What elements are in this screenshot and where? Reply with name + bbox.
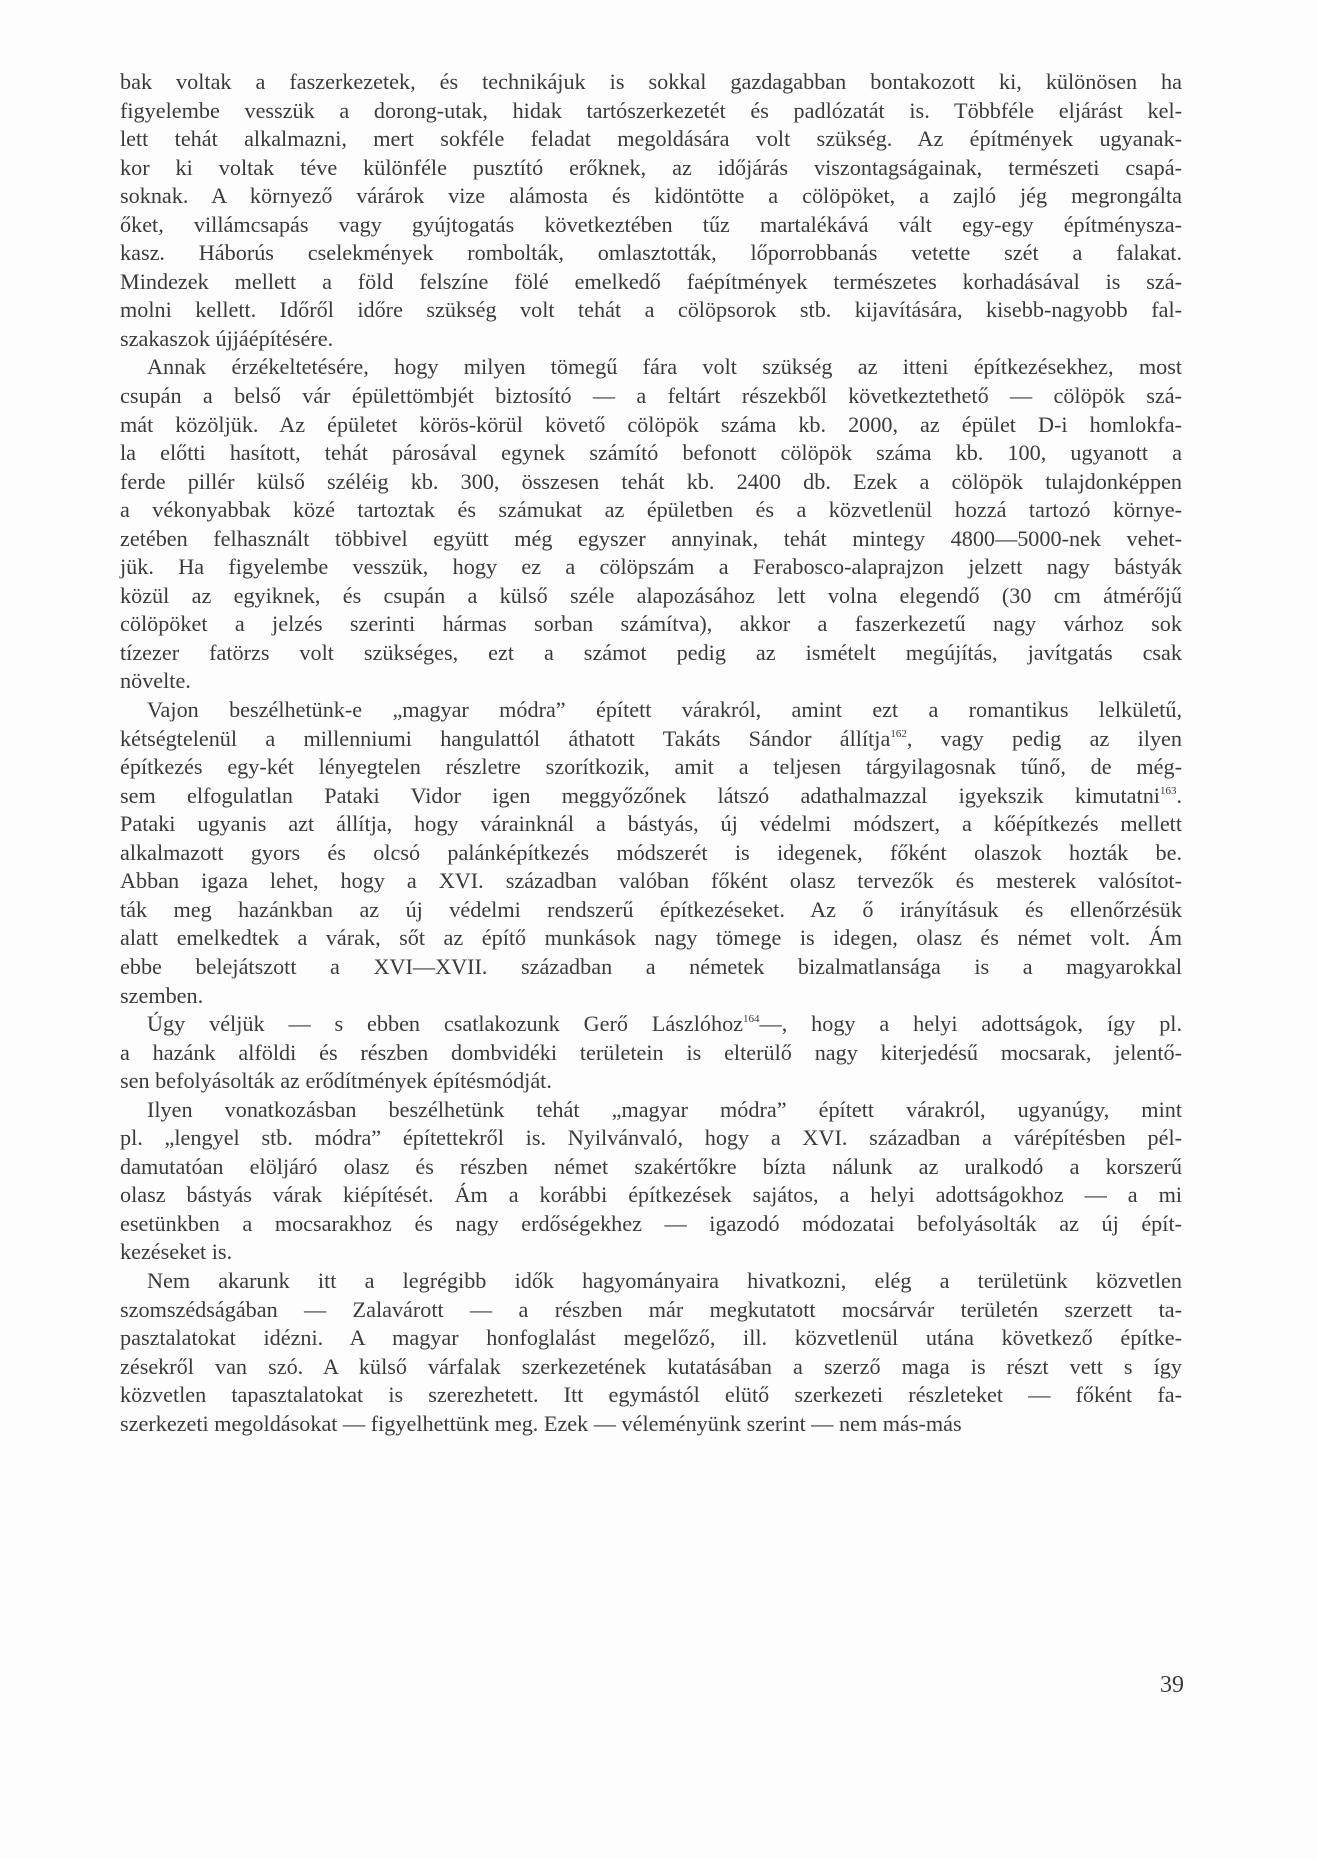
text-line: zetében felhasznált többivel együtt még egyszer annyinak, tehát mintegy 4800—5000-nek vehet-	[120, 525, 1182, 551]
text-line: a hazánk alföldi és részben dombvidéki területein is elterülő nagy kiterjedésű mocsarak, jelentő-	[120, 1039, 1182, 1065]
text-line: ták meg hazánkban az új védelmi rendszerű építkezéseket. Az ő irányításuk és ellenőrzésük	[120, 896, 1182, 922]
text-line: mát közöljük. Az épületet körös-körül követő cölöpök száma kb. 2000, az épület D-i homlokfa-	[120, 411, 1182, 437]
footnote-reference: 162	[890, 727, 907, 740]
text-line: Annak érzékeltetésére, hogy milyen tömegű fára volt szükség az itteni építkezésekhez, most	[147, 354, 1182, 380]
text-line: Ilyen vonatkozásban beszélhetünk tehát „magyar módra” épített várakról, ugyanúgy, mint	[147, 1096, 1182, 1122]
text-line: ferde pillér külső széléig kb. 300, összesen tehát kb. 2400 db. Ezek a cölöpök tulajdonképpen	[120, 468, 1182, 494]
text-line: pasztalatokat idézni. A magyar honfoglalást megelőző, ill. közvetlenül utána következő építke-	[120, 1325, 1182, 1351]
text-line: a vékonyabbak közé tartoztak és számukat az épületben és a közvetlenül hozzá tartozó környe-	[120, 497, 1182, 523]
text-line: alkalmazott gyors és olcsó palánképítkezés módszerét is idegenek, főként olaszok hozták be.	[120, 839, 1182, 865]
text-line: kor ki voltak téve különféle pusztító erőknek, az időjárás viszontagságainak, természeti csapá-	[120, 154, 1182, 180]
text-line: zésekről van szó. A külső várfalak szerkezetének kutatásában a szerző maga is részt vett s így	[120, 1353, 1182, 1379]
paragraph	[120, 696, 1182, 1010]
paragraph	[120, 1010, 1182, 1096]
text-line: építkezés egy-két lényegtelen részletre szorítkozik, amit a teljesen tárgyilagosnak tűnő, de még-	[120, 754, 1182, 780]
paragraph	[120, 68, 1182, 353]
text-line: soknak. A környező várárok vize alámosta és kidöntötte a cölöpöket, a zajló jég megrongálta	[120, 183, 1182, 209]
text-line: kétségtelenül a millenniumi hangulattól áthatott Takáts Sándor állítja$^{162}$, vagy pedig az ilyen	[120, 725, 1182, 751]
text-line: Abban igaza lehet, hogy a XVI. században valóban főként olasz tervezők és mesterek valósítot-	[120, 868, 1182, 894]
text-line: kezéseket is.	[120, 1239, 233, 1265]
text-line: szomszédságában — Zalavárott — a részben már megkutatott mocsárvár területén szerzett ta-	[120, 1296, 1182, 1322]
text-line: közvetlen tapasztalatokat is szerezhetett. Itt egymástól elütő szerkezeti részleteket — főként fa-	[120, 1382, 1182, 1408]
text-line: lett tehát alkalmazni, mert sokféle feladat megoldására volt szükség. Az építmények ugyanak-	[120, 126, 1182, 152]
text-line: szakaszok újjáépítésére.	[120, 325, 334, 351]
text-line: figyelembe vesszük a dorong-utak, hidak tartószerkezetét és padlózatát is. Többféle eljárást kel-	[120, 97, 1182, 123]
paragraph	[120, 1096, 1182, 1267]
text-line: szerkezeti megoldásokat — figyelhettünk meg. Ezek — véleményünk szerint — nem más-más	[120, 1410, 962, 1436]
text-line: pl. „lengyel stb. módra” építettekről is. Nyilvánvaló, hogy a XVI. században a várépítésben pél-	[120, 1125, 1182, 1151]
text-line: szemben.	[120, 982, 204, 1008]
text-line: molni kellett. Időről időre szükség volt tehát a cölöpsorok stb. kijavítására, kisebb-nagyobb fal-	[120, 297, 1182, 323]
text-line: kasz. Háborús cselekmények rombolták, omlasztották, lőporrobbanás vetette szét a falakat.	[120, 240, 1182, 266]
text-line: Vajon beszélhetünk-e „magyar módra” épített várakról, amint ezt a romantikus lelkületű,	[147, 697, 1182, 723]
text-line: damutatóan elöljáró olasz és részben német szakértőkre bízta nálunk az uralkodó a korszerű	[120, 1153, 1182, 1179]
text-line: la előtti hasított, tehát párosával egynek számító befonott cölöpök száma kb. 100, ugyanott a	[120, 440, 1182, 466]
text-line: Mindezek mellett a föld felszíne fölé emelkedő faépítmények természetes korhadásával is szá-	[120, 268, 1182, 294]
page-number: 39	[1160, 1672, 1184, 1698]
body-text	[120, 68, 1182, 1438]
text-line: csupán a belső vár épülettömbjét biztosító — a feltárt részekből következtethető — cölöpök szá-	[120, 383, 1182, 409]
paragraph	[120, 353, 1182, 696]
text-line: esetünkben a mocsarakhoz és nagy erdőségekhez — igazodó módozatai befolyásolták az új épít-	[120, 1210, 1182, 1236]
text-line: sem elfogulatlan Pataki Vidor igen meggyőzőnek látszó adathalmazzal igyekszik kimutatni$^{163}$.	[120, 782, 1182, 808]
text-line: őket, villámcsapás vagy gyújtogatás következtében tűz martalékává vált egy-egy építménysza-	[120, 211, 1182, 237]
text-line: bak voltak a faszerkezetek, és technikájuk is sokkal gazdagabban bontakozott ki, különösen ha	[120, 69, 1182, 94]
text-line: növelte.	[120, 668, 191, 694]
text-line: olasz bástyás várak kiépítését. Ám a korábbi építkezések sajátos, a helyi adottságokhoz — a mi	[120, 1182, 1182, 1208]
footnote-reference: 164	[743, 1013, 760, 1026]
text-line: Nem akarunk itt a legrégibb idők hagyományaira hivatkozni, elég a területünk közvetlen	[147, 1267, 1182, 1293]
paragraph	[120, 1267, 1182, 1438]
text-line: cölöpöket a jelzés szerinti hármas sorban számítva), akkor a faszerkezetű nagy várhoz sok	[120, 611, 1182, 637]
footnote-reference: 163	[1159, 784, 1177, 797]
text-line: tízezer fatörzs volt szükséges, ezt a számot pedig az ismételt megújítás, javítgatás csak	[120, 639, 1182, 665]
text-line: sen befolyásolták az erődítmények építésmódját.	[120, 1068, 552, 1094]
text-line: jük. Ha figyelembe vesszük, hogy ez a cölöpszám a Ferabosco-alaprajzon jelzett nagy bástyák	[120, 554, 1182, 580]
text-line: Pataki ugyanis azt állítja, hogy várainknál a bástyás, új védelmi módszert, a kőépítkezés mellett	[120, 811, 1182, 837]
text-line: közül az egyiknek, és csupán a külső széle alapozásához lett volna elegendő (30 cm átmérőjű	[120, 582, 1182, 608]
text-line: ebbe belejátszott a XVI—XVII. században a németek bizalmatlansága is a magyarokkal	[120, 953, 1182, 979]
text-line: Úgy véljük — s ebben csatlakozunk Gerő Lászlóhoz$^{164}$—, hogy a helyi adottságok, így pl.	[147, 1011, 1182, 1037]
text-line: alatt emelkedtek a várak, sőt az építő munkások nagy tömege is idegen, olasz és német volt. Ám	[120, 925, 1182, 951]
